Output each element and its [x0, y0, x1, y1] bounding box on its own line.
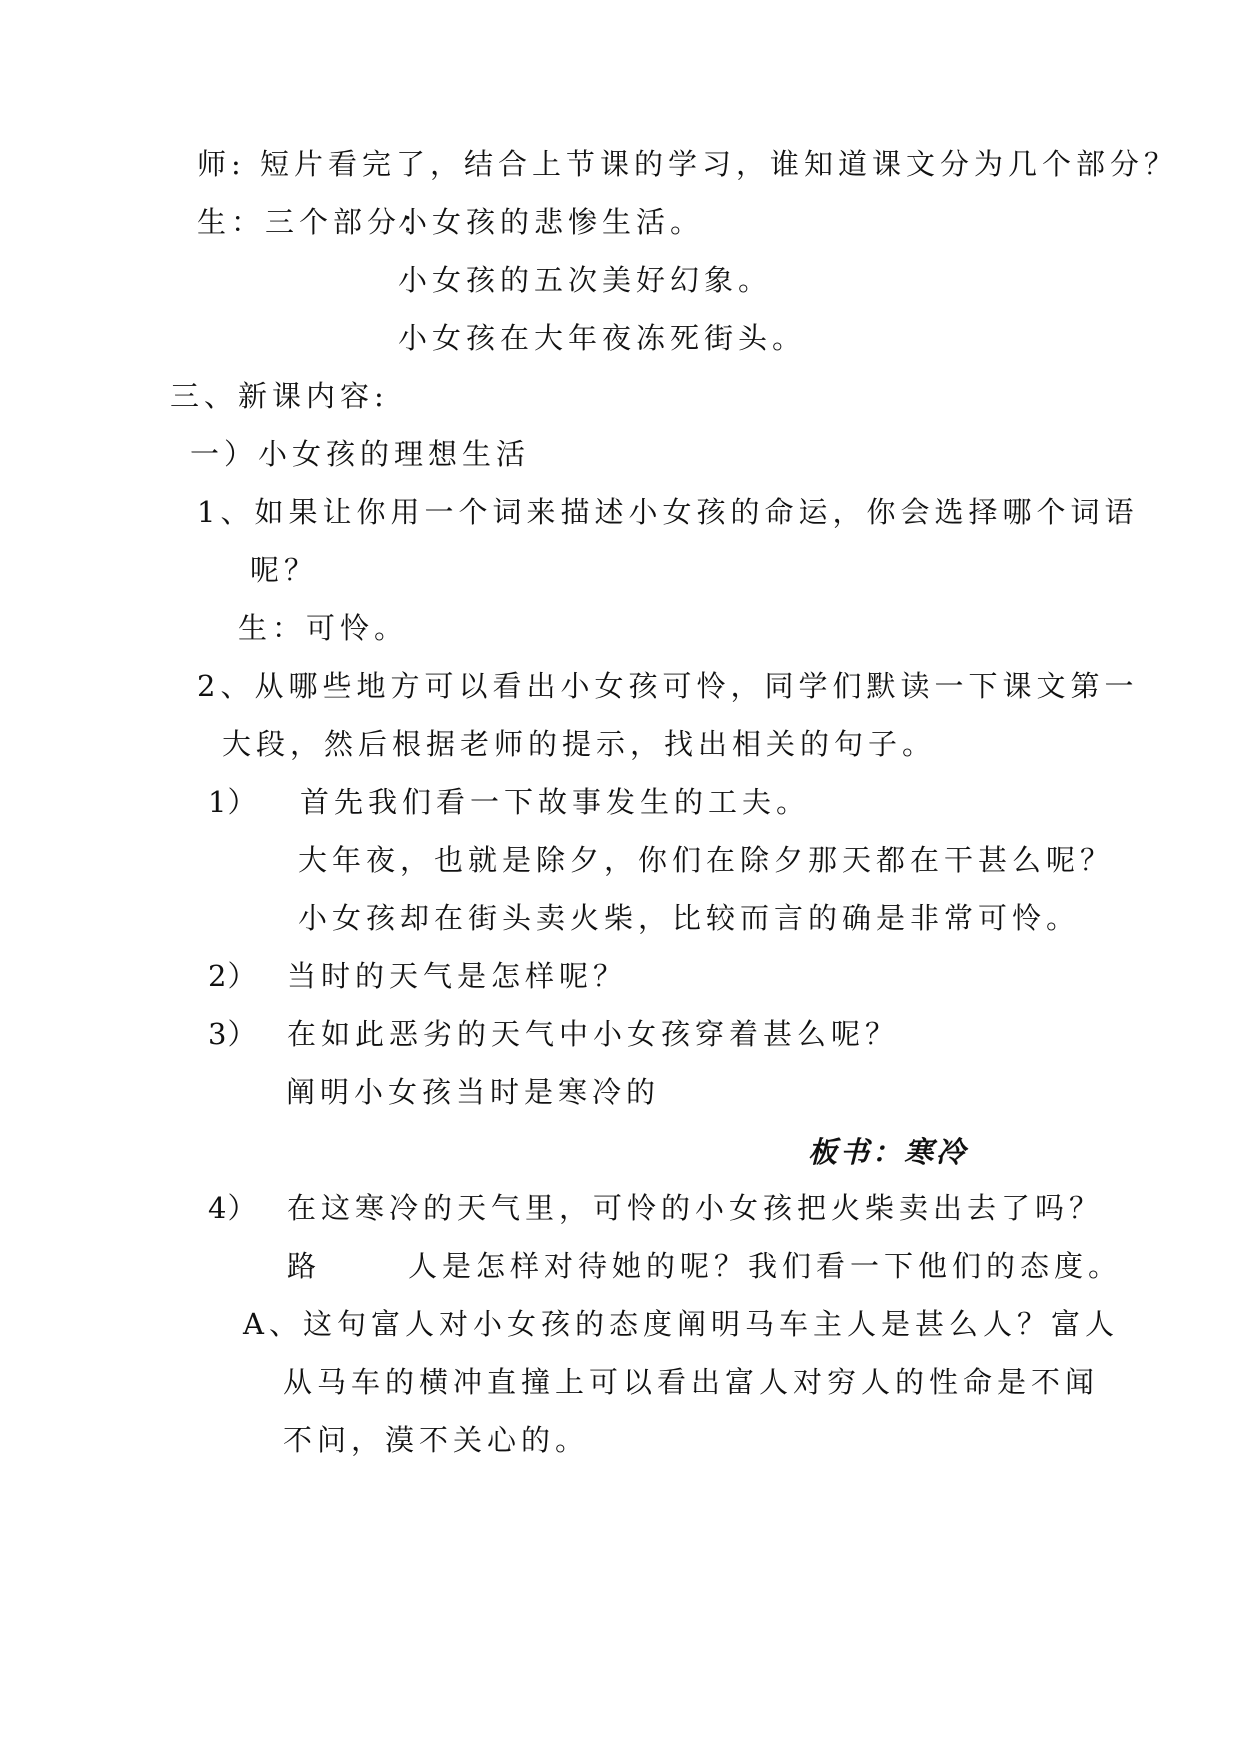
- teacher-question: 师: 短片看完了，结合上节课的学习，谁知道课文分为几个部分？: [197, 147, 1178, 181]
- question-2-cont: 大段，然后根据老师的提示，找出相关的句子。: [222, 727, 937, 761]
- item-4-cont-b: 人是怎样对待她的呢？我们看一下他们的态度。: [408, 1249, 1123, 1283]
- question-1: 1、如果让你用一个词来描述小女孩的命运，你会选择哪个词语: [197, 495, 1139, 529]
- point-a-cont-2: 不问，漠不关心的。: [283, 1423, 590, 1457]
- item-2-number: 2）: [208, 959, 258, 993]
- point-a-cont-1: 从马车的横冲直撞上可以看出富人对穷人的性命是不闻: [283, 1365, 1100, 1399]
- item-4-number: 4）: [208, 1191, 258, 1225]
- part-three: 小女孩在大年夜冻死街头。: [398, 321, 807, 355]
- subsection-heading: 一）小女孩的理想生活: [190, 437, 531, 471]
- item-1-detail-1: 大年夜，也就是除夕，你们在除夕那天都在干甚么呢？: [298, 843, 1115, 877]
- student-answer-1: 生：可怜。: [238, 611, 409, 645]
- item-1-text: 首先我们看一下故事发生的工夫。: [300, 785, 811, 819]
- item-3-explanation: 阐明小女孩当时是寒冷的: [286, 1075, 661, 1109]
- item-3-number: 3）: [208, 1017, 258, 1051]
- blackboard-note: 板书：寒冷: [808, 1135, 969, 1169]
- part-two: 小女孩的五次美好幻象。: [398, 263, 773, 297]
- item-2-text: 当时的天气是怎样呢？: [287, 959, 628, 993]
- item-3-text: 在如此恶劣的天气中小女孩穿着甚么呢？: [287, 1017, 900, 1051]
- item-4-cont-a: 路: [287, 1249, 322, 1283]
- student-answer-label: 生：三个部分：: [197, 205, 436, 239]
- item-1-detail-2: 小女孩却在街头卖火柴，比较而言的确是非常可怜。: [298, 901, 1081, 935]
- question-2: 2、从哪些地方可以看出小女孩可怜，同学们默读一下课文第一: [197, 669, 1139, 703]
- item-4-text: 在这寒冷的天气里，可怜的小女孩把火柴卖出去了吗？: [287, 1191, 1104, 1225]
- part-one: 小女孩的悲惨生活。: [398, 205, 705, 239]
- point-a: A、这句富人对小女孩的态度阐明马车主人是甚么人？富人: [243, 1307, 1119, 1341]
- item-1-number: 1）: [208, 785, 258, 819]
- section-heading: 三、新课内容:: [170, 379, 389, 413]
- question-1-cont: 呢？: [250, 553, 319, 587]
